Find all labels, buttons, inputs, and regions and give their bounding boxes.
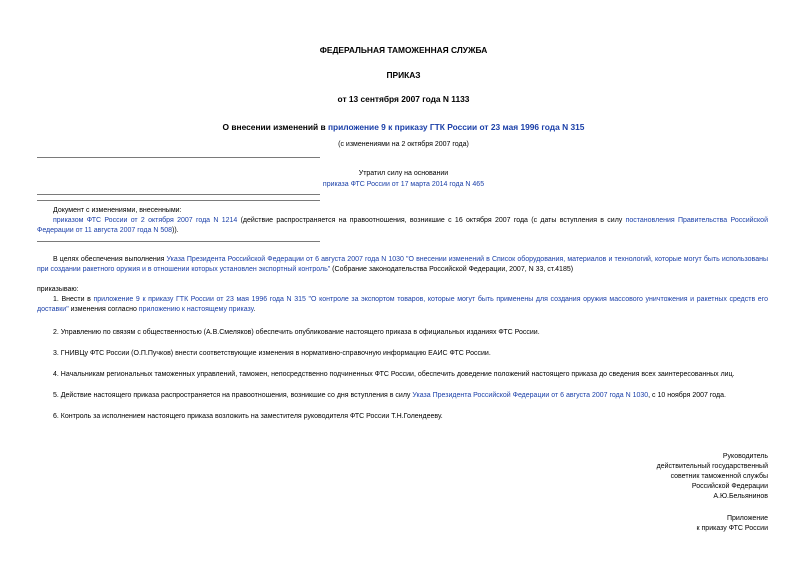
appendix-line-1: Приложение bbox=[726, 515, 768, 522]
preamble bbox=[37, 255, 768, 275]
signature-line-1: Руководитель bbox=[722, 453, 768, 460]
item-5-text-1: 5. Действие настоящего приказа распространяется на правоотношения, возникшие со дня вступления в силу bbox=[53, 392, 413, 399]
divider bbox=[37, 241, 320, 242]
doc-subject bbox=[0, 121, 807, 133]
appendix-line-2: к приказу ФТС России bbox=[696, 525, 768, 532]
edition-note: (с изменениями на 2 октября 2007 года) bbox=[338, 141, 469, 148]
status-link[interactable]: приказа ФТС России от 17 марта 2014 года N 465 bbox=[322, 181, 485, 188]
preamble-text-1: В целях обеспечения выполнения bbox=[53, 256, 167, 263]
item-1-text-3: . bbox=[253, 306, 256, 314]
item-1 bbox=[37, 295, 768, 315]
subject-prefix: О внесении изменений в bbox=[222, 122, 328, 132]
item-1-text-1: 1. Внести в bbox=[53, 296, 94, 303]
agency-title: ФЕДЕРАЛЬНАЯ ТАМОЖЕННАЯ СЛУЖБА bbox=[319, 45, 488, 55]
doc-type: ПРИКАЗ bbox=[386, 70, 421, 80]
item-3: 3. ГНИВЦу ФТС России (О.П.Пучков) внести соответствующие изменения в нормативно-справочную информацию ЕАИС ФТС России. bbox=[53, 350, 491, 357]
signature-line-4: Российской Федерации bbox=[691, 483, 768, 490]
item-1-link-2[interactable]: приложению к настоящему приказу bbox=[138, 306, 254, 314]
status-line: Утратил силу на основании bbox=[358, 170, 449, 177]
item-1-link-1[interactable]: приложение 9 к приказу ГТК России от 23 мая 1996 года N 315 "О контроле за экспортом товаров, которые могут быть применены для создания оружия массового уничтожения и ракетных средств его доставки" bbox=[37, 296, 768, 314]
preamble-text-2: (Собрание законодательства Российской Федерации, 2007, N 33, ст.4185) bbox=[330, 266, 574, 274]
item-4: 4. Начальникам региональных таможенных управлений, таможен, непосредственно подчиненных ФТС России, обеспечить доведение положений настоящего приказа до сведения всех заинтересованных лиц. bbox=[53, 371, 735, 378]
status-link-row bbox=[0, 180, 807, 190]
item-6: 6. Контроль за исполнением настоящего приказа возложить на заместителя руководителя ФТС России Т.Н.Голендееву. bbox=[53, 413, 443, 420]
changes-link-1[interactable]: приказом ФТС России от 2 октября 2007 года N 1214 bbox=[53, 217, 238, 224]
order-word: приказываю: bbox=[37, 286, 79, 293]
changes-link-2[interactable]: постановления Правительства Российской Федерации от 11 августа 2007 года N 508 bbox=[37, 217, 768, 235]
item-2: 2. Управлению по связям с общественностью (А.В.Смеляков) обеспечить опубликование настоящего приказа в официальных изданиях ФТС России. bbox=[53, 329, 540, 336]
changes-text-1: (действие распространяется на правоотношения, возникшие с 16 октября 2007 года (с даты вступления в силу bbox=[237, 217, 626, 224]
item-5-text-2: , с 10 ноября 2007 года. bbox=[648, 392, 726, 399]
item-5 bbox=[37, 391, 768, 401]
changes-heading-text: Документ с изменениями, внесенными: bbox=[53, 207, 182, 214]
subject-link[interactable]: приложение 9 к приказу ГТК России от 23 мая 1996 года N 315 bbox=[327, 122, 585, 132]
changes-heading bbox=[37, 206, 768, 216]
signature-name: А.Ю.Бельянинов bbox=[713, 493, 768, 500]
changes-body bbox=[37, 216, 768, 236]
divider bbox=[37, 194, 320, 195]
divider bbox=[37, 200, 320, 201]
signature-line-3: советник таможенной службы bbox=[670, 473, 768, 480]
divider bbox=[37, 157, 320, 158]
preamble-link[interactable]: Указа Президента Российской Федерации от 6 августа 2007 года N 1030 "О внесении изменений в Список оборудования, материалов и технологий, которые могут быть использованы при создании ракетного оружия и в отношении которых установлен экспортный контроль" bbox=[37, 256, 768, 274]
changes-text-2: )). bbox=[172, 227, 179, 235]
signature-line-2: действительный государственный bbox=[656, 463, 768, 470]
doc-date-number: от 13 сентября 2007 года N 1133 bbox=[337, 94, 470, 104]
item-5-link[interactable]: Указа Президента Российской Федерации от 6 августа 2007 года N 1030 bbox=[412, 392, 649, 399]
item-1-text-2: изменения согласно bbox=[68, 306, 139, 314]
